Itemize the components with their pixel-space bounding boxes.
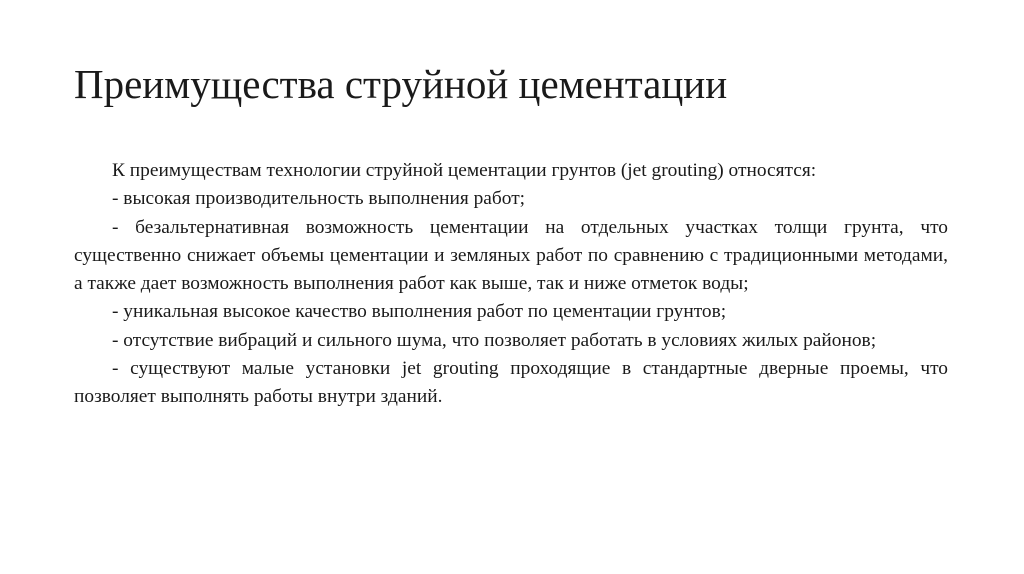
body-paragraph-small-rigs: - существуют малые установки jet grouting проходящие в стандартные дверные проемы, что позволяет выполнять работы внутри зданий. bbox=[74, 358, 948, 408]
body-paragraph-selective-cementation: - безальтернативная возможность цементации на отдельных участках толщи грунта, что существенно снижает объемы цементации и земляных работ по сравнению с традиционными методами, а также дает возможность выполнения работ как выше, так и ниже отметок воды; bbox=[74, 216, 948, 295]
body-paragraph-productivity: - высокая производительность выполнения работ; bbox=[112, 188, 526, 210]
body-paragraph-low-vibration: - отсутствие вибраций и сильного шума, что позволяет работать в условиях жилых районов; bbox=[112, 329, 877, 351]
body-paragraph-intro: К преимуществам технологии струйной цементации грунтов (jet grouting) относятся: bbox=[112, 160, 817, 181]
body-paragraph-quality: - уникальная высокое качество выполнения работ по цементации грунтов; bbox=[112, 301, 727, 323]
slide-title: Преимущества струйной цементации bbox=[74, 61, 728, 107]
slide-body bbox=[74, 157, 948, 412]
